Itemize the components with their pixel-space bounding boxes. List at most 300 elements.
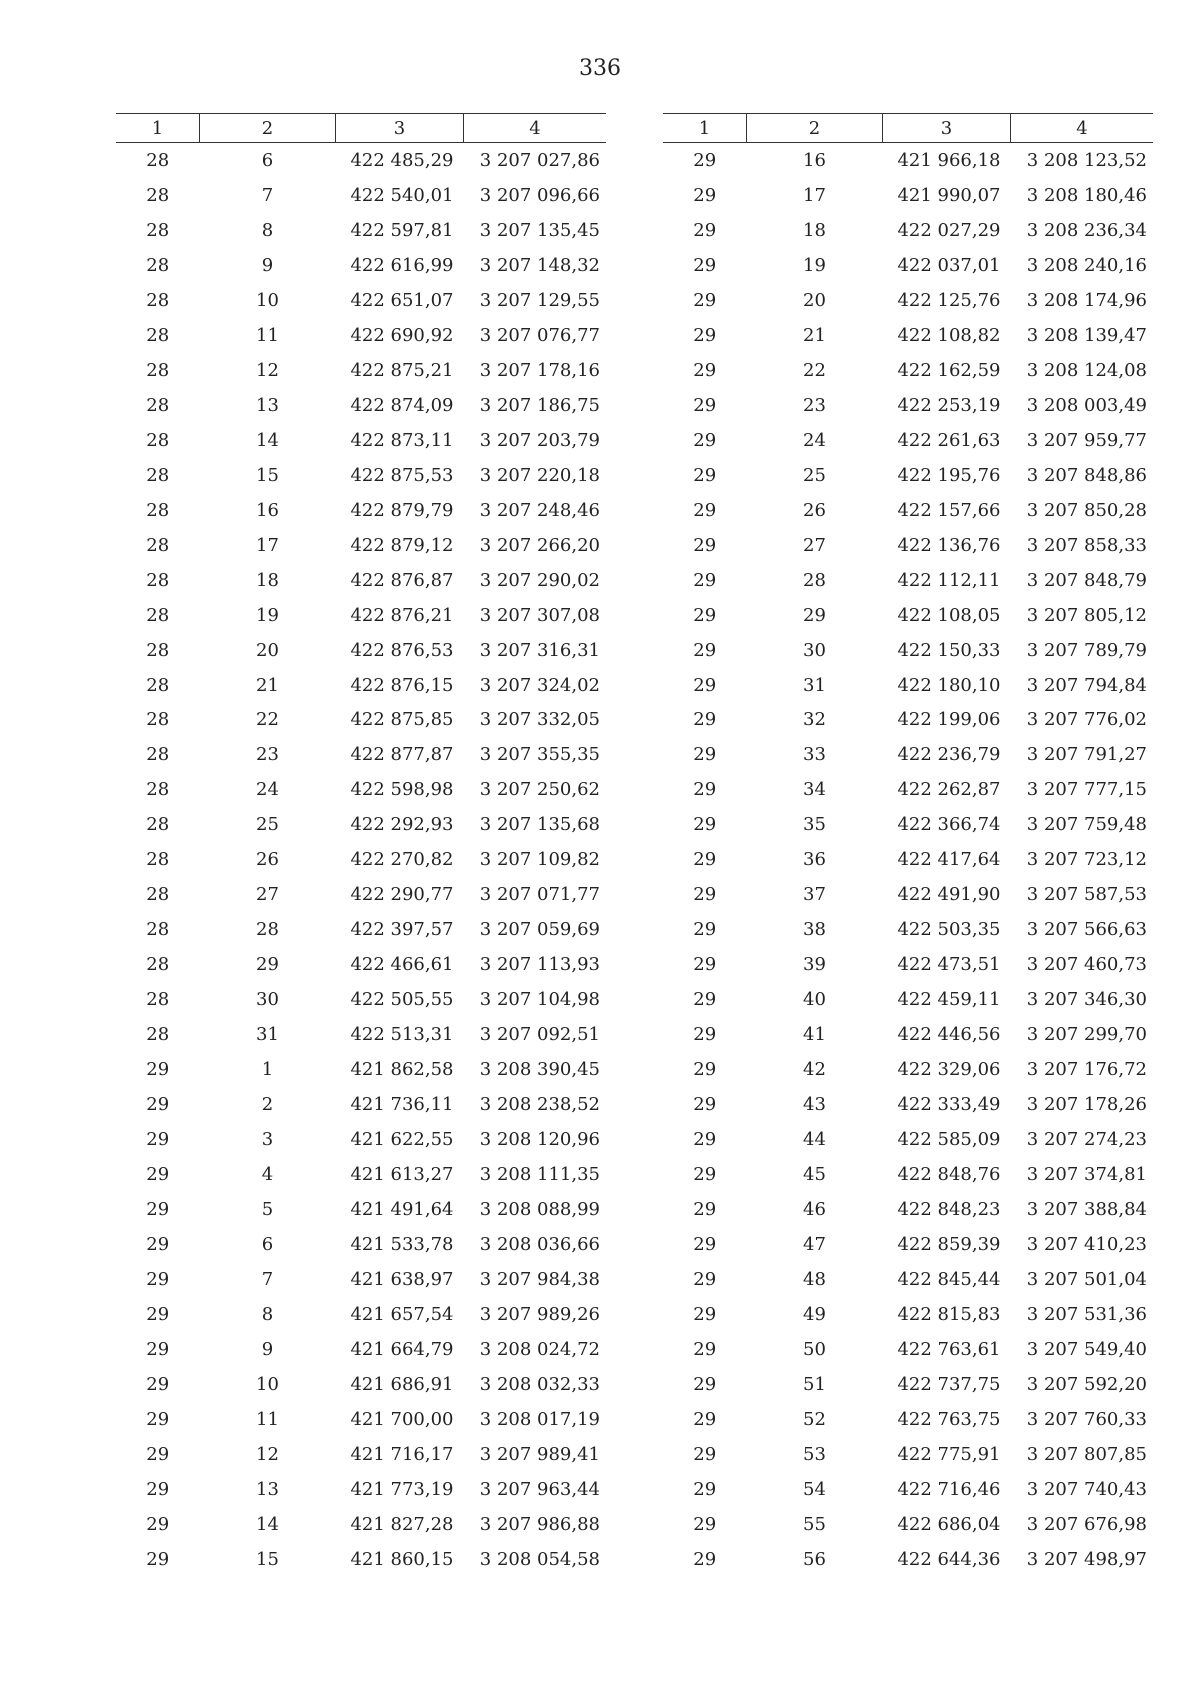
table-cell: 29 (693, 1548, 717, 1570)
table-cell: 56 (803, 1548, 826, 1570)
table-cell: 422 716,46 (897, 1478, 1001, 1500)
table-cell: 37 (803, 884, 826, 906)
table-cell: 23 (803, 394, 826, 416)
table-cell: 8 (261, 219, 274, 241)
table-row (663, 1052, 1153, 1087)
table-cell: 29 (146, 1373, 170, 1395)
table-cell: 1 (261, 1059, 274, 1081)
table-cell: 3 207 290,02 (479, 569, 600, 591)
table-row (663, 598, 1153, 633)
table-cell: 46 (803, 1199, 826, 1221)
table-cell: 28 (146, 254, 170, 276)
table-cell: 28 (803, 569, 826, 591)
table-cell: 29 (693, 1268, 717, 1290)
table-row (116, 423, 606, 458)
table-row (116, 458, 606, 493)
table-row (116, 1437, 606, 1472)
table-cell: 41 (803, 1024, 826, 1046)
table-cell: 28 (146, 219, 170, 241)
table-cell: 29 (693, 1164, 717, 1186)
table-cell: 422 397,57 (350, 919, 454, 941)
table-row (116, 563, 606, 598)
table-cell: 3 207 104,98 (479, 989, 600, 1011)
table-cell: 422 875,53 (350, 464, 454, 486)
table-cell: 29 (146, 1478, 170, 1500)
table-cell: 422 879,79 (350, 499, 454, 521)
table-cell: 422 366,74 (897, 814, 1001, 836)
table-cell: 28 (146, 289, 170, 311)
table-cell: 2 (261, 1094, 274, 1116)
table-cell: 422 686,04 (897, 1513, 1001, 1535)
table-row (663, 877, 1153, 912)
table-cell: 24 (256, 779, 279, 801)
table-cell: 29 (693, 1129, 717, 1151)
table-cell: 12 (256, 1443, 279, 1465)
table-cell: 3 207 266,20 (479, 534, 600, 556)
column-header: 4 (1011, 114, 1154, 143)
table-cell: 28 (146, 674, 170, 696)
table-cell: 422 417,64 (897, 849, 1001, 871)
table-cell: 20 (256, 639, 279, 661)
table-row (663, 912, 1153, 947)
table-row (663, 1367, 1153, 1402)
table-cell: 3 207 096,66 (479, 184, 600, 206)
table-row (116, 1332, 606, 1367)
table-cell: 29 (146, 1129, 170, 1151)
table-header-row (116, 114, 606, 143)
table-cell: 13 (256, 394, 279, 416)
table-cell: 28 (146, 744, 170, 766)
table-row (663, 1507, 1153, 1542)
table-row (116, 1297, 606, 1332)
table-cell: 3 207 178,16 (479, 359, 600, 381)
table-cell: 14 (256, 429, 279, 451)
table-cell: 5 (261, 1199, 274, 1221)
table-cell: 29 (146, 1059, 170, 1081)
table-cell: 25 (256, 814, 279, 836)
table-row (116, 1052, 606, 1087)
table-cell: 6 (261, 1234, 274, 1256)
table-cell: 18 (256, 569, 279, 591)
table-cell: 422 292,93 (350, 814, 454, 836)
table-cell: 3 207 858,33 (1026, 534, 1147, 556)
table-cell: 3 207 791,27 (1026, 744, 1147, 766)
table-cell: 3 207 777,15 (1026, 779, 1147, 801)
table-cell: 28 (146, 954, 170, 976)
table-cell: 422 845,44 (897, 1268, 1001, 1290)
table-cell: 422 262,87 (897, 779, 1001, 801)
table-cell: 422 199,06 (897, 709, 1001, 731)
table-cell: 3 207 776,02 (1026, 709, 1147, 731)
table-cell: 3 207 324,02 (479, 674, 600, 696)
table-cell: 40 (803, 989, 826, 1011)
table-cell: 421 700,00 (350, 1408, 454, 1430)
table-cell: 28 (146, 324, 170, 346)
table-cell: 422 485,29 (350, 149, 454, 171)
table-cell: 421 613,27 (350, 1164, 454, 1186)
table-row (663, 1017, 1153, 1052)
table-row (116, 1472, 606, 1507)
table-row (116, 1087, 606, 1122)
table-cell: 422 859,39 (897, 1234, 1001, 1256)
table-cell: 29 (146, 1548, 170, 1570)
table-row (663, 528, 1153, 563)
table-cell: 422 815,83 (897, 1303, 1001, 1325)
table-cell: 34 (803, 779, 826, 801)
table-cell: 422 136,76 (897, 534, 1001, 556)
coordinates-table-right (663, 113, 1153, 1577)
table-row (116, 388, 606, 423)
table-cell: 54 (803, 1478, 826, 1500)
table-cell: 422 162,59 (897, 359, 1001, 381)
table-cell: 29 (693, 569, 717, 591)
table-cell: 3 208 017,19 (479, 1408, 600, 1430)
table-cell: 11 (256, 1408, 279, 1430)
table-header-row (663, 114, 1153, 143)
table-cell: 421 686,91 (350, 1373, 454, 1395)
table-cell: 14 (256, 1513, 279, 1535)
table-row (116, 1542, 606, 1577)
table-cell: 29 (693, 919, 717, 941)
table-row (663, 1437, 1153, 1472)
table-cell: 3 207 592,20 (1026, 1373, 1147, 1395)
table-row (663, 982, 1153, 1017)
table-cell: 29 (146, 1234, 170, 1256)
table-row (663, 1122, 1153, 1157)
table-cell: 3 207 220,18 (479, 464, 600, 486)
table-cell: 32 (803, 709, 826, 731)
table-cell: 3 208 174,96 (1026, 289, 1147, 311)
table-cell: 29 (146, 1094, 170, 1116)
table-cell: 3 207 549,40 (1026, 1338, 1147, 1360)
table-cell: 422 848,76 (897, 1164, 1001, 1186)
table-cell: 28 (146, 534, 170, 556)
table-cell: 3 207 307,08 (479, 604, 600, 626)
table-cell: 3 208 054,58 (479, 1548, 600, 1570)
table-cell: 3 207 807,85 (1026, 1443, 1147, 1465)
table-row (663, 772, 1153, 807)
table-row (663, 1297, 1153, 1332)
table-cell: 30 (803, 639, 826, 661)
table-cell: 422 459,11 (897, 989, 1001, 1011)
table-cell: 3 207 135,68 (479, 814, 600, 836)
table-cell: 36 (803, 849, 826, 871)
table-cell: 3 207 248,46 (479, 499, 600, 521)
table-cell: 29 (693, 849, 717, 871)
table-row (116, 842, 606, 877)
table-cell: 3 208 003,49 (1026, 394, 1147, 416)
table-cell: 3 208 124,08 (1026, 359, 1147, 381)
table-cell: 421 860,15 (350, 1548, 454, 1570)
table-row (663, 178, 1153, 213)
table-cell: 422 763,75 (897, 1408, 1001, 1430)
table-cell: 29 (693, 709, 717, 731)
table-cell: 3 207 850,28 (1026, 499, 1147, 521)
table-cell: 3 208 024,72 (479, 1338, 600, 1360)
table-cell: 23 (256, 744, 279, 766)
table-cell: 422 763,61 (897, 1338, 1001, 1360)
table-row (663, 1542, 1153, 1577)
table-cell: 15 (256, 1548, 279, 1570)
table-row (116, 807, 606, 842)
table-row (116, 143, 606, 178)
page-number: 336 (579, 56, 621, 81)
table-cell: 22 (803, 359, 826, 381)
table-cell: 28 (146, 849, 170, 871)
table-cell: 3 208 390,45 (479, 1059, 600, 1081)
table-row (116, 598, 606, 633)
table-cell: 422 597,81 (350, 219, 454, 241)
table-cell: 421 622,55 (350, 1129, 454, 1151)
table-cell: 29 (693, 884, 717, 906)
table-cell: 9 (261, 254, 274, 276)
table-cell: 422 473,51 (897, 954, 1001, 976)
table-cell: 422 108,82 (897, 324, 1001, 346)
table-cell: 422 236,79 (897, 744, 1001, 766)
table-cell: 29 (146, 1199, 170, 1221)
column-header: 1 (116, 114, 200, 143)
table-cell: 25 (803, 464, 826, 486)
table-row (116, 248, 606, 283)
table-row (663, 213, 1153, 248)
table-cell: 29 (146, 1408, 170, 1430)
table-cell: 29 (693, 604, 717, 626)
table-cell: 31 (803, 674, 826, 696)
table-cell: 9 (261, 1338, 274, 1360)
table-row (116, 213, 606, 248)
table-cell: 421 990,07 (897, 184, 1001, 206)
table-cell: 29 (693, 744, 717, 766)
table-cell: 17 (803, 184, 826, 206)
table-cell: 29 (693, 1303, 717, 1325)
table-row (116, 982, 606, 1017)
table-cell: 3 208 032,33 (479, 1373, 600, 1395)
table-cell: 422 875,21 (350, 359, 454, 381)
table-cell: 28 (146, 709, 170, 731)
table-cell: 29 (693, 184, 717, 206)
table-cell: 422 876,21 (350, 604, 454, 626)
table-cell: 29 (146, 1268, 170, 1290)
table-cell: 28 (146, 884, 170, 906)
table-cell: 422 877,87 (350, 744, 454, 766)
table-cell: 422 737,75 (897, 1373, 1001, 1395)
table-cell: 30 (256, 989, 279, 1011)
table-cell: 28 (146, 604, 170, 626)
table-cell: 422 112,11 (897, 569, 1001, 591)
table-cell: 422 125,76 (897, 289, 1001, 311)
table-cell: 11 (256, 324, 279, 346)
table-cell: 422 037,01 (897, 254, 1001, 276)
table-cell: 3 207 848,86 (1026, 464, 1147, 486)
table-cell: 49 (803, 1303, 826, 1325)
table-cell: 422 875,85 (350, 709, 454, 731)
table-cell: 29 (693, 254, 717, 276)
table-cell: 422 876,87 (350, 569, 454, 591)
table-cell: 28 (146, 779, 170, 801)
table-cell: 28 (146, 639, 170, 661)
table-cell: 28 (146, 919, 170, 941)
table-cell: 29 (693, 1338, 717, 1360)
table-cell: 3 207 789,79 (1026, 639, 1147, 661)
table-row (116, 493, 606, 528)
table-cell: 20 (803, 289, 826, 311)
table-row (663, 563, 1153, 598)
table-cell: 422 651,07 (350, 289, 454, 311)
column-header: 3 (336, 114, 464, 143)
table-cell: 422 690,92 (350, 324, 454, 346)
table-cell: 421 491,64 (350, 1199, 454, 1221)
table-cell: 422 491,90 (897, 884, 1001, 906)
table-cell: 3 (261, 1129, 274, 1151)
table-cell: 3 207 186,75 (479, 394, 600, 416)
table-row (663, 318, 1153, 353)
table-cell: 422 505,55 (350, 989, 454, 1011)
table-cell: 3 207 723,12 (1026, 849, 1147, 871)
table-row (116, 1402, 606, 1437)
table-cell: 422 876,15 (350, 674, 454, 696)
table-cell: 45 (803, 1164, 826, 1186)
table-cell: 28 (146, 429, 170, 451)
table-cell: 422 513,31 (350, 1024, 454, 1046)
table-cell: 29 (146, 1338, 170, 1360)
table-cell: 422 261,63 (897, 429, 1001, 451)
table-row (116, 772, 606, 807)
table-cell: 29 (146, 1164, 170, 1186)
table-row (116, 1227, 606, 1262)
table-cell: 3 207 986,88 (479, 1513, 600, 1535)
table-row (116, 703, 606, 738)
table-cell: 3 207 501,04 (1026, 1268, 1147, 1290)
table-cell: 3 207 299,70 (1026, 1024, 1147, 1046)
table-cell: 28 (146, 989, 170, 1011)
table-cell: 3 207 316,31 (479, 639, 600, 661)
table-cell: 3 207 129,55 (479, 289, 600, 311)
table-cell: 3 208 036,66 (479, 1234, 600, 1256)
table-cell: 28 (146, 184, 170, 206)
table-cell: 19 (256, 604, 279, 626)
column-header: 4 (464, 114, 607, 143)
table-cell: 29 (146, 1513, 170, 1535)
table-cell: 22 (256, 709, 279, 731)
table-cell: 3 207 410,23 (1026, 1234, 1147, 1256)
table-cell: 29 (693, 464, 717, 486)
table-cell: 422 585,09 (897, 1129, 1001, 1151)
table-cell: 3 207 109,82 (479, 849, 600, 871)
table-row (663, 493, 1153, 528)
table-row (116, 877, 606, 912)
table-cell: 3 207 963,44 (479, 1478, 600, 1500)
table-cell: 422 644,36 (897, 1548, 1001, 1570)
table-cell: 3 207 092,51 (479, 1024, 600, 1046)
table-cell: 29 (693, 1024, 717, 1046)
table-cell: 29 (693, 534, 717, 556)
table-cell: 3 208 236,34 (1026, 219, 1147, 241)
table-cell: 421 827,28 (350, 1513, 454, 1535)
table-cell: 3 207 460,73 (1026, 954, 1147, 976)
table-cell: 3 207 740,43 (1026, 1478, 1147, 1500)
table-cell: 3 207 794,84 (1026, 674, 1147, 696)
table-row (663, 668, 1153, 703)
table-cell: 33 (803, 744, 826, 766)
table-cell: 3 208 111,35 (479, 1164, 600, 1186)
table-row (116, 668, 606, 703)
table-cell: 422 270,82 (350, 849, 454, 871)
table-cell: 29 (693, 989, 717, 1011)
table-cell: 422 290,77 (350, 884, 454, 906)
table-cell: 29 (693, 779, 717, 801)
table-row (663, 1402, 1153, 1437)
table-cell: 421 638,97 (350, 1268, 454, 1290)
table-cell: 422 253,19 (897, 394, 1001, 416)
table-cell: 3 207 178,26 (1026, 1094, 1147, 1116)
table-row (663, 248, 1153, 283)
table-cell: 3 207 498,97 (1026, 1548, 1147, 1570)
table-cell: 17 (256, 534, 279, 556)
table-row (116, 1507, 606, 1542)
table-cell: 3 207 250,62 (479, 779, 600, 801)
table-row (663, 1262, 1153, 1297)
table-row (663, 737, 1153, 772)
table-cell: 3 207 848,79 (1026, 569, 1147, 591)
table-cell: 3 207 989,41 (479, 1443, 600, 1465)
table-cell: 3 207 148,32 (479, 254, 600, 276)
table-cell: 42 (803, 1059, 826, 1081)
table-row (663, 703, 1153, 738)
table-cell: 29 (693, 394, 717, 416)
table-row (663, 807, 1153, 842)
table-row (116, 353, 606, 388)
table-row (116, 912, 606, 947)
table-cell: 421 862,58 (350, 1059, 454, 1081)
table-row (663, 1227, 1153, 1262)
table-cell: 3 207 076,77 (479, 324, 600, 346)
table-cell: 43 (803, 1094, 826, 1116)
table-cell: 29 (693, 954, 717, 976)
table-cell: 7 (261, 184, 274, 206)
table-cell: 21 (256, 674, 279, 696)
table-cell: 28 (146, 394, 170, 416)
table-cell: 3 207 989,26 (479, 1303, 600, 1325)
table-cell: 421 664,79 (350, 1338, 454, 1360)
table-cell: 29 (693, 289, 717, 311)
table-cell: 29 (693, 499, 717, 521)
table-row (116, 1017, 606, 1052)
table-cell: 422 466,61 (350, 954, 454, 976)
table-cell: 28 (146, 149, 170, 171)
table-cell: 29 (693, 1373, 717, 1395)
table-cell: 29 (693, 1513, 717, 1535)
table-row (663, 633, 1153, 668)
table-row (116, 528, 606, 563)
table-cell: 3 208 238,52 (479, 1094, 600, 1116)
table-cell: 19 (803, 254, 826, 276)
table-cell: 422 108,05 (897, 604, 1001, 626)
table-cell: 3 207 135,45 (479, 219, 600, 241)
table-cell: 10 (256, 289, 279, 311)
table-cell: 18 (803, 219, 826, 241)
table-row (116, 1367, 606, 1402)
table-cell: 38 (803, 919, 826, 941)
table-cell: 29 (803, 604, 826, 626)
table-cell: 29 (693, 219, 717, 241)
table-row (116, 737, 606, 772)
table-row (663, 1157, 1153, 1192)
table-cell: 29 (693, 1059, 717, 1081)
table-cell: 421 736,11 (350, 1094, 454, 1116)
table-cell: 29 (693, 324, 717, 346)
table-cell: 422 874,09 (350, 394, 454, 416)
table-cell: 16 (256, 499, 279, 521)
